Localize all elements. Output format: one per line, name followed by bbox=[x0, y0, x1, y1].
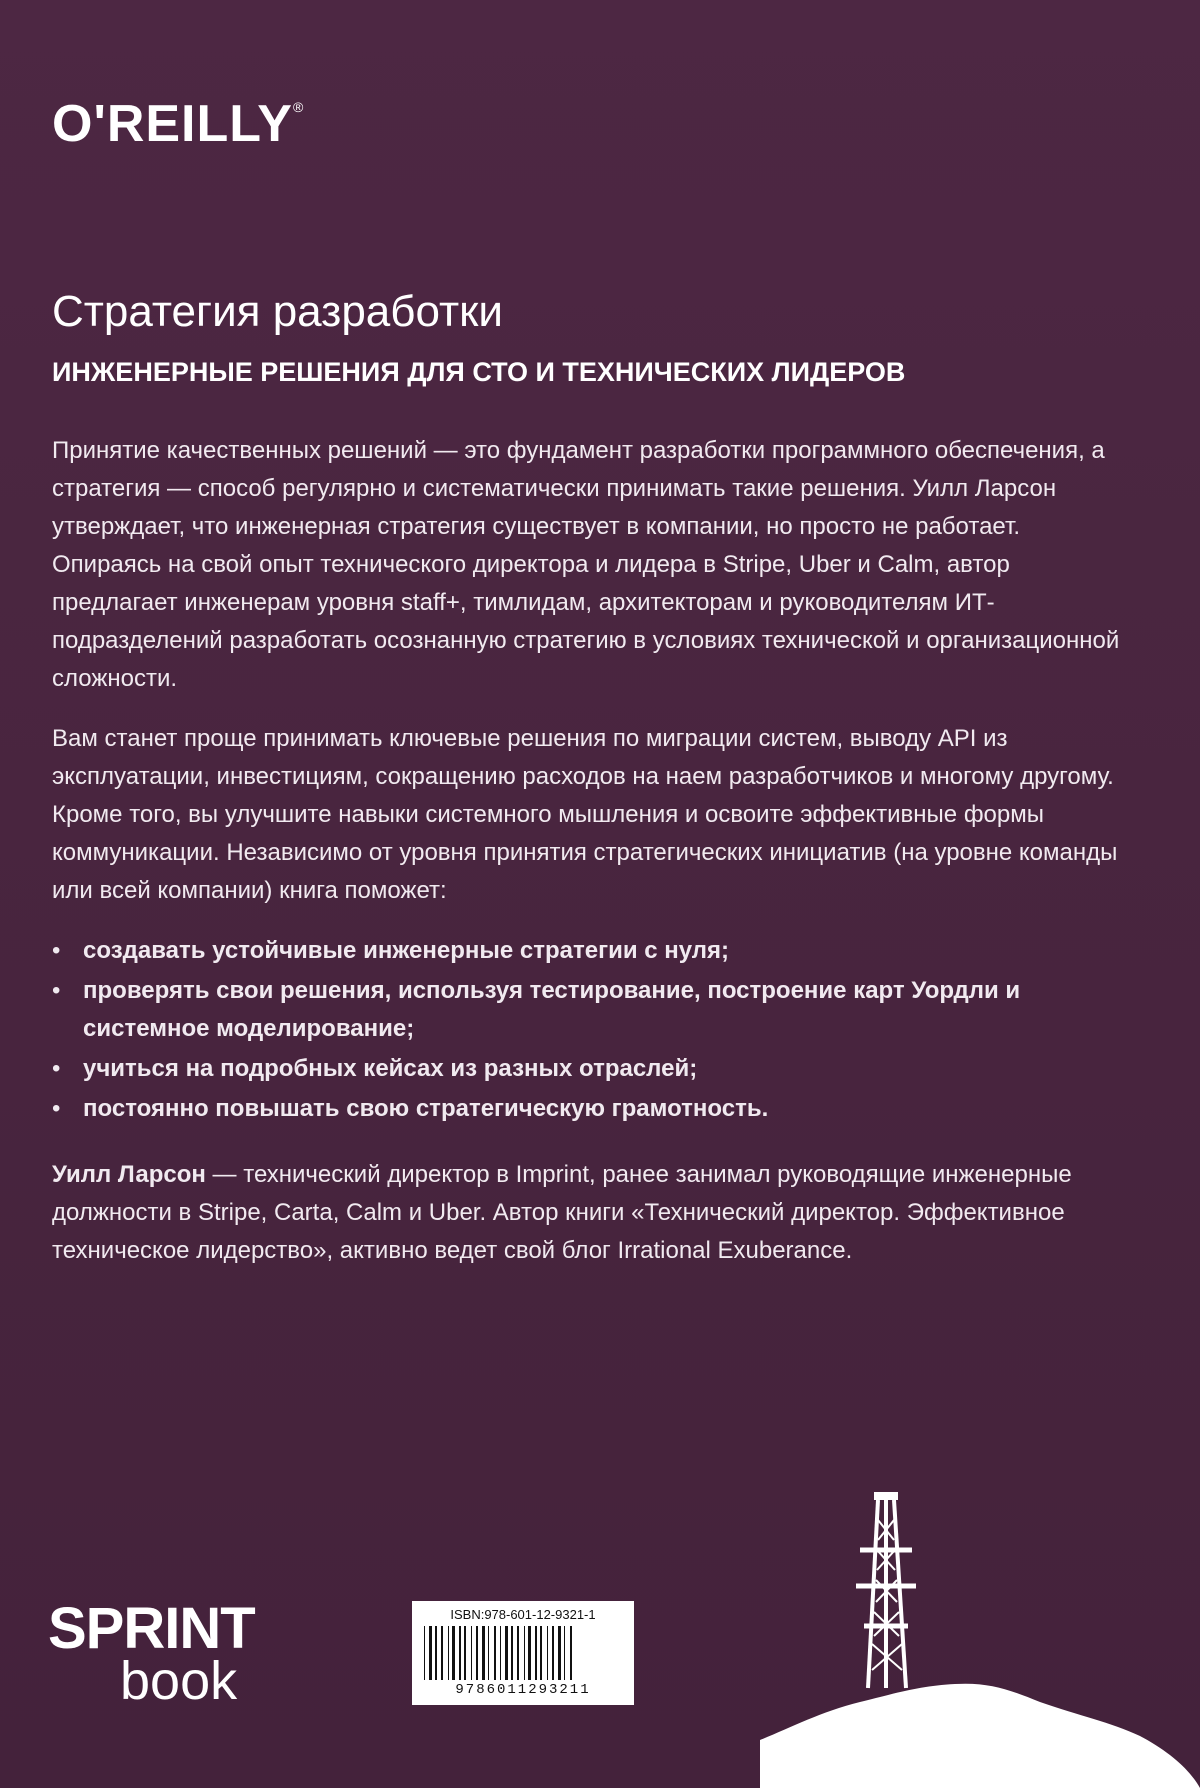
description-block bbox=[52, 432, 1132, 1292]
oreilly-logo-text: O'REILLY bbox=[52, 95, 293, 153]
book-title: Стратегия разработки bbox=[52, 287, 503, 336]
bullet-icon: • bbox=[52, 1095, 61, 1122]
list-item bbox=[52, 972, 1132, 1048]
sprint-logo-line2: book bbox=[120, 1651, 238, 1711]
list-item bbox=[52, 932, 1132, 970]
author-bio bbox=[52, 1156, 1132, 1270]
list-item-text: постоянно повышать свою стратегическую грамотность. bbox=[83, 1095, 769, 1122]
oreilly-logo bbox=[52, 95, 305, 153]
registered-trademark-icon: ® bbox=[292, 99, 305, 115]
bullet-icon: • bbox=[52, 977, 61, 1004]
author-name: Уилл Ларсон bbox=[52, 1161, 206, 1188]
isbn-label: ISBN:978-601-12-9321-1 bbox=[450, 1607, 596, 1622]
book-subtitle: ИНЖЕНЕРНЫЕ РЕШЕНИЯ ДЛЯ СТО И ТЕХНИЧЕСКИХ ЛИДЕРОВ bbox=[52, 357, 906, 387]
isbn-barcode bbox=[412, 1601, 634, 1705]
list-item bbox=[52, 1090, 1132, 1128]
list-item-text: создавать устойчивые инженерные стратегии с нуля; bbox=[83, 937, 730, 964]
sprint-logo-line1: SPRINT bbox=[48, 1596, 255, 1661]
benefits-list bbox=[52, 932, 1132, 1128]
list-item-text: учиться на подробных кейсах из разных отраслей; bbox=[83, 1055, 698, 1082]
author-bio-text: — технический директор в Imprint, ранее занимал руководящие инженерные должности в Stripe, Carta, Calm и Uber. Автор книги «Технический директор. Эффективное техническое лидерство», активно ведет свой блог Irrational Exuberance. bbox=[52, 1161, 1072, 1264]
bullet-icon: • bbox=[52, 1055, 61, 1082]
description-paragraph-1: Принятие качественных решений — это фундамент разработки программного обеспечения, а стратегия — способ регулярно и систематически принимать такие решения. Уилл Ларсон утверждает, что инженерная стратегия существует в компании, но просто не работает. Опираясь на свой опыт технического директора и лидера в Stripe, Uber и Calm, автор предлагает инженерам уровня staff+, тимлидам, архитекторам и руководителям ИТ-подразделений разработать осознанную стратегию в условиях технической и организационной сложности. bbox=[52, 437, 1120, 692]
bullet-icon: • bbox=[52, 937, 61, 964]
list-item bbox=[52, 1050, 1132, 1088]
sprint-book-logo bbox=[48, 1596, 255, 1711]
barcode-icon bbox=[420, 1626, 626, 1680]
list-item-text: проверять свои решения, используя тестирование, построение карт Уордли и системное моделирование; bbox=[83, 977, 1021, 1042]
radio-tower-on-hill-icon bbox=[760, 1490, 1200, 1788]
description-paragraph-2: Вам станет проще принимать ключевые решения по миграции систем, выводу API из эксплуатации, инвестициям, сокращению расходов на наем разработчиков и многому другому. Кроме того, вы улучшите навыки системного мышления и освоите эффективные формы коммуникации. Независимо от уровня принятия стратегических инициатив (на уровне команды или всей компании) книга поможет: bbox=[52, 725, 1118, 904]
barcode-digits: 9786011293211 bbox=[455, 1682, 591, 1698]
